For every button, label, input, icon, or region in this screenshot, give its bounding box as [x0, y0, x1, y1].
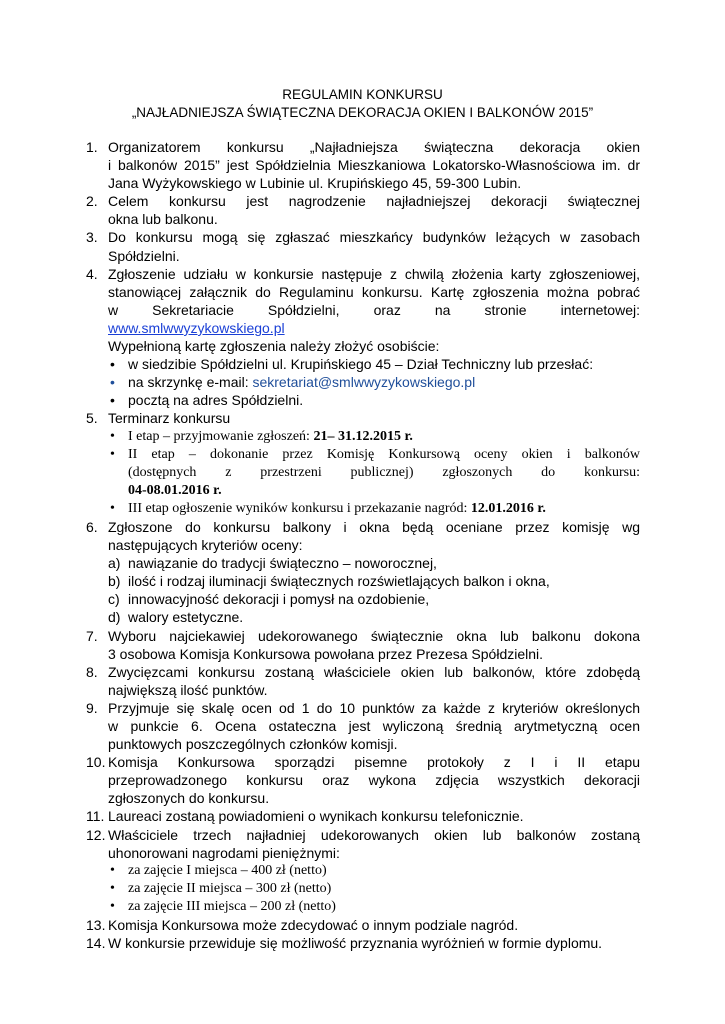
stage-2	[108, 446, 640, 500]
criterion-letter: b)	[108, 573, 121, 590]
rule-line: Jana Wyżykowskiego w Lubinie ul. Krupińskiego 45, 59-300 Lubin.	[108, 175, 522, 192]
rule-number: 8.	[86, 663, 98, 680]
rule-line: Wypełnioną kartę zgłoszenia należy złożyć osobiście:	[108, 338, 440, 355]
document-subtitle: „NAJŁADNIEJSZA ŚWIĄTECZNA DEKORACJA OKIEN I BALKONÓW 2015”	[131, 105, 594, 120]
rule-10	[86, 753, 640, 807]
stage-text: I etap – przyjmowanie zgłoszeń:	[128, 428, 310, 444]
criterion-letter: d)	[108, 609, 121, 626]
criterion-letter: c)	[108, 591, 120, 608]
criterion-text: innowacyjność dekoracji i pomysł na ozdobienie,	[128, 591, 430, 608]
rule-5	[86, 409, 640, 518]
rule-3	[86, 228, 640, 264]
rule-13	[86, 916, 640, 934]
rule-line: w Sekretariacie Spółdzielni, oraz na stronie internetowej:	[108, 301, 640, 318]
rule-line: następujących kryteriów oceny:	[108, 537, 303, 554]
rule-line: 3 osobowa Komisja Konkursowa powołana przez Prezesa Spółdzielni.	[108, 645, 544, 662]
rule-line: Zgłoszone do konkursu balkony i okna będą oceniane przez komisję wg	[108, 518, 640, 535]
rule-line: Komisja Konkursowa sporządzi pisemne protokoły z I i II etapu	[108, 754, 640, 771]
rule-line: Celem konkursu jest nagrodzenie najładniejszej dekoracji świątecznej	[108, 193, 640, 210]
criterion	[108, 572, 640, 590]
prize: • za zajęcie III miejsca – 200 zł (netto)	[108, 898, 640, 916]
stage-3	[108, 500, 640, 518]
prize: • za zajęcie II miejsca – 300 zł (netto)	[108, 880, 640, 898]
rule-line: Wyboru najciekawiej udekorowanego świątecznie okna lub balkonu dokona	[108, 627, 640, 644]
stage-date: 04-08.01.2016 r.	[128, 482, 222, 498]
rule-line: okna lub balkonu.	[108, 211, 218, 228]
rule-line: Laureaci zostaną powiadomieni o wynikach konkursu telefonicznie.	[108, 808, 524, 825]
rule-line: Organizatorem konkursu „Najładniejsza świąteczna dekoracja okien	[108, 139, 640, 155]
submission-option: • pocztą na adres Spółdzielni.	[108, 391, 640, 409]
submission-option	[108, 373, 640, 391]
rule-number: 12.	[86, 826, 106, 843]
rule-number: 13.	[86, 917, 106, 934]
rule-7	[86, 627, 640, 663]
stage-date: 12.01.2016 r.	[470, 500, 546, 516]
rule-line: zgłoszonych do konkursu.	[108, 790, 270, 807]
rule-line: Przyjmuje się skalę ocen od 1 do 10 punktów za każde z kryteriów określonych	[108, 699, 640, 716]
rule-14	[86, 934, 640, 952]
rule-number: 9.	[86, 699, 98, 716]
rule-number: 2.	[86, 193, 98, 210]
rule-line: Do konkursu mogą się zgłaszać mieszkańcy budynków leżących w zasobach	[108, 229, 640, 246]
criterion	[108, 590, 640, 608]
rule-number: 4.	[86, 265, 98, 282]
rule-number: 1.	[86, 139, 98, 155]
rule-4	[86, 265, 640, 410]
rule-9	[86, 699, 640, 753]
criterion-text: walory estetyczne.	[128, 609, 244, 626]
rule-line: Zgłoszenie udziału w konkursie następuje z chwilą złożenia karty zgłoszeniowej,	[108, 265, 640, 282]
criterion-letter: a)	[108, 555, 121, 572]
rule-6	[86, 518, 640, 627]
criterion	[108, 554, 640, 572]
rule-line: W konkursie przewiduje się możliwość przyznania wyróżnień w formie dyplomu.	[108, 935, 603, 952]
rule-line: największą ilość punktów.	[108, 681, 268, 698]
email-address[interactable]: sekretariat@smlwwyzykowskiego.pl	[252, 374, 476, 391]
rule-2	[86, 192, 640, 228]
submission-option: • w siedzibie Spółdzielni ul. Krupińskiego 45 – Dział Techniczny lub przesłać:	[108, 355, 640, 373]
rules-list	[86, 138, 640, 952]
rule-8	[86, 663, 640, 699]
rule-line: Komisja Konkursowa może zdecydować o innym podziale nagród.	[108, 917, 519, 934]
rule-number: 3.	[86, 229, 98, 246]
rule-line: i balkonów 2015” jest Spółdzielnia Mieszkaniowa Lokatorsko-Własnościowa im. dr	[108, 157, 640, 174]
rule-line: Właściciele trzech najładniej udekorowanych okien lub balkonów zostaną	[108, 826, 640, 843]
rule-line: punktowych poszczególnych członków komisji.	[108, 736, 398, 753]
rule-line: Terminarz konkursu	[108, 410, 231, 427]
rule-line: Spółdzielni.	[108, 247, 180, 264]
rule-number: 6.	[86, 518, 98, 535]
rule-number: 10.	[86, 754, 106, 771]
criterion-text: nawiązanie do tradycji świąteczno – noworocznej,	[128, 555, 437, 572]
rule-12	[86, 826, 640, 916]
stage-line: (dostępnych z przestrzeni publicznej) zgłoszonych do konkursu:	[128, 464, 640, 480]
prize: • za zajęcie I miejsca – 400 zł (netto)	[108, 862, 640, 880]
rule-number: 11.	[86, 808, 105, 825]
rule-line: przeprowadzonego konkursu oraz wykona zdjęcia wszystkich dekoracji	[108, 772, 640, 789]
rule-line: stanowiącej załącznik do Regulaminu konkursu. Kartę zgłoszenia można pobrać	[108, 283, 640, 300]
rule-number: 14.	[86, 935, 106, 952]
rule-line: w punkcie 6. Ocena ostateczna jest wyliczoną średnią arytmetyczną ocen	[108, 718, 640, 734]
rule-number: 5.	[86, 410, 98, 427]
option-label: na skrzynkę e-mail:	[128, 374, 249, 391]
rule-line: uhonorowani nagrodami pieniężnymi:	[108, 844, 340, 861]
stage-text: III etap ogłoszenie wyników konkursu i przekazanie nagród:	[128, 500, 468, 516]
rule-line: Zwycięzcami konkursu zostaną właściciele okien lub balkonów, które zdobędą	[108, 663, 640, 680]
rule-1	[86, 138, 640, 192]
criterion-text: ilość i rodzaj iluminacji świątecznych rozświetlających balkon i okna,	[128, 573, 550, 590]
criterion	[108, 608, 640, 626]
rule-number: 7.	[86, 627, 98, 644]
website-link[interactable]: www.smlwwyzykowskiego.pl	[108, 319, 285, 336]
stage-1	[108, 428, 640, 446]
stage-line: • II etap – dokonanie przez Komisję Konkursową oceny okien i balkonów	[128, 446, 640, 462]
rule-11	[86, 807, 640, 825]
stage-date: 21– 31.12.2015 r.	[313, 428, 413, 444]
document-title: REGULAMIN KONKURSU	[282, 87, 443, 102]
